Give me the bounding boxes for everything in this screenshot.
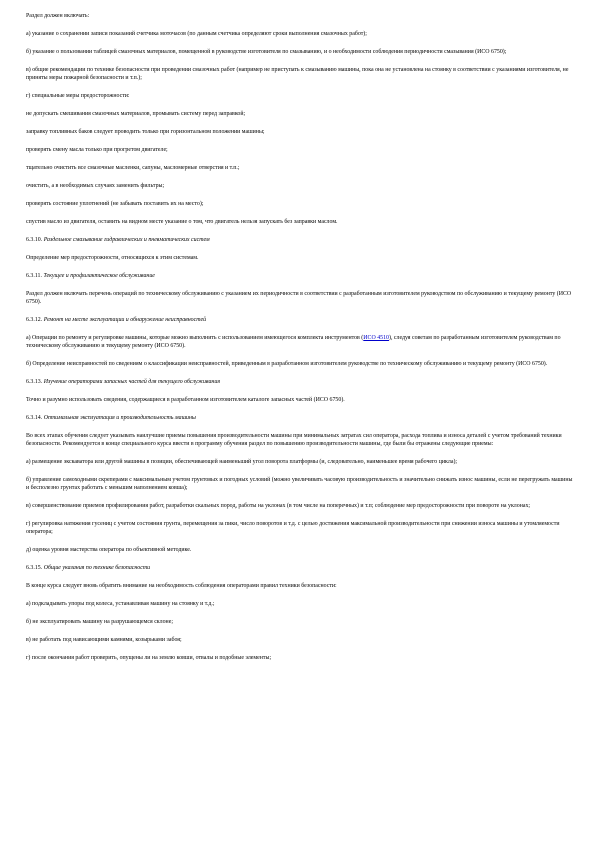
paragraph-6-3-14-g: г) регулировка натяжения гусениц с учетом состояния грунта, перемещения за пики, число поворотов и т.д. с целью достижения максимальной производительности при снижении износа машины и утомляемости оператора; <box>26 521 560 535</box>
section-title-6-3-12 <box>26 316 574 324</box>
paragraph-precaution-3: проверять смену масла только при прогретом двигателе; <box>26 147 168 153</box>
paragraph-precaution-2: заправку топливных баков следует проводить только при горизонтальном положении машины; <box>26 129 265 135</box>
paragraph-6-3-14-v: в) совершенствование приемов профилирования работ, разработки скальных пород, работы на уклонах (в том числе на поперечных) и т.п; соблюдение мер предосторожности при повороте на уклонах; <box>26 503 531 509</box>
text-before-link: а) Операции по ремонту и регулировке машины, которые можно выполнить с использованием имеющегося комплекта инструментов ( <box>26 335 364 341</box>
document-body <box>26 12 574 672</box>
paragraph-6-3-12-b: б) Определение неисправностей по сведениям о классификации неисправностей, приведенным в разработанном изготовителем руководстве по техническому обслуживанию и текущему ремонту (ИСО 6750). <box>26 361 548 367</box>
section-title-6-3-14 <box>26 414 574 422</box>
section-heading: Общие указания по технике безопасности <box>43 565 151 571</box>
section-title-6-3-13 <box>26 378 574 386</box>
section-heading: Оптимальная эксплуатация и производительность машины <box>43 415 196 421</box>
section-title-6-3-10 <box>26 236 574 244</box>
paragraph-6-3-14-b: б) управление самоходными скреперами с максимальным учетом грунтовых и погодных условий (можно увеличивать часовую производительность и значительно снижать износ машины, если не перегружать машины и бесполезно грунтах работать с меньшим наполнением ковша); <box>26 477 573 491</box>
paragraph-6-3-15-b: б) не эксплуатировать машину на разрушающемся склоне; <box>26 619 173 625</box>
paragraph-intro: Раздел должен включать: <box>26 13 90 19</box>
paragraph-item-a: а) указание о сохранении записи показаний счетчика моточасов (по данным счетчика определяют сроки выполнения смазочных работ); <box>26 31 367 37</box>
paragraph-6-3-14-d: д) оценка уровня мастерства оператора по объективной методике. <box>26 547 192 553</box>
paragraph-6-3-14-body: Во всех этапах обучения следует указывать наилучшие приемы повышения производительности машины при минимальных затратах сил оператора, расхода топлива и износа деталей с учетом требований техники безопасности. Рекомендуется в конце специального курса ввести в программу обучения раздел по повышению производительности машины, где были бы отражены следующие приемы: <box>26 433 562 447</box>
paragraph-6-3-15-v: в) не работать под нависающими камнями, козырьками забоя; <box>26 637 182 643</box>
section-title-6-3-15 <box>26 564 574 572</box>
paragraph-precaution-7: спустив масло из двигателя, оставить на видном месте указание о том, что двигатель нельзя запускать без заправки маслом. <box>26 219 338 225</box>
section-heading: Раздельное смазывание гидравлических и пневматических систем <box>43 237 210 243</box>
section-number: 6.3.14. <box>26 415 43 421</box>
paragraph-6-3-12-a <box>26 334 574 350</box>
paragraph-6-3-13-body: Точно и разумно использовать сведения, содержащиеся в разработанном изготовителем каталоге запасных частей (ИСО 6750). <box>26 397 345 403</box>
text-after-link: ), следуя советам по разработанным изготовителем руководствам по техническому обслуживанию и текущему ремонту (ИСО 6750). <box>26 335 561 349</box>
paragraph-precaution-5: очистить, а в необходимых случаях заменить фильтры; <box>26 183 165 189</box>
paragraph-item-g: г) специальные меры предосторожности: <box>26 93 130 99</box>
paragraph-6-3-15-body: В конце курса следует вновь обратить внимание на необходимость соблюдения операторами правил техники безопасности: <box>26 583 337 589</box>
paragraph-6-3-11-body: Раздел должен включать перечень операций по техническому обслуживанию с указанием их периодичности в соответствии с разработанным изготовителем руководством по обслуживанию и текущему ремонту (ИСО 6750). <box>26 291 572 305</box>
section-heading: Ремонт на месте эксплуатации и обнаружение неисправностей <box>43 317 207 323</box>
paragraph-precaution-4: тщательно очистить все смазочные масленки, сапуны, масломерные отверстия и т.п.; <box>26 165 240 171</box>
paragraph-6-3-14-a: а) размещение экскаватора или другой машины в позиции, обеспечивающей наименьший угол поворота платформы (и, следовательно, наименьшее время рабочего цикла); <box>26 459 458 465</box>
section-number: 6.3.10. <box>26 237 43 243</box>
paragraph-item-v: в) общие рекомендации по технике безопасности при проведении смазочных работ (например не приступать к смазыванию машины, пока она не установлена на стоянку в соответствии с указаниями изготовителя, не приняты меры пожарной безопасности и т.п.); <box>26 67 569 81</box>
section-number: 6.3.15. <box>26 565 43 571</box>
section-heading: Текущее и профилактическое обслуживание <box>43 273 155 279</box>
paragraph-item-b: б) указание о пользовании таблицей смазочных материалов, помещенной в руководстве изготовителя по смазыванию, и о необходимости соблюдения периодичности смазывания (ИСО 6750); <box>26 49 507 55</box>
paragraph-6-3-10-body: Определение мер предосторожности, относящихся к этим системам. <box>26 255 199 261</box>
paragraph-6-3-15-a: а) подкладывать упоры под колеса, устанавливая машину на стоянку и т.д.; <box>26 601 215 607</box>
section-heading: Изучение операторами запасных частей для текущего обслуживания <box>43 379 221 385</box>
section-number: 6.3.12. <box>26 317 43 323</box>
iso-4510-link[interactable]: ИСО 4510 <box>363 335 389 341</box>
section-number: 6.3.13. <box>26 379 43 385</box>
paragraph-precaution-1: не допускать смешивания смазочных материалов, промывать систему перед заправкой; <box>26 111 246 117</box>
paragraph-precaution-6: проверять состояние уплотнений (не забывать поставить их на место); <box>26 201 204 207</box>
section-number: 6.3.11. <box>26 273 42 279</box>
section-title-6-3-11 <box>26 272 574 280</box>
paragraph-6-3-15-g: г) после окончания работ проверить, опущены ли на землю ковши, отвалы и подобные элементы; <box>26 655 272 661</box>
